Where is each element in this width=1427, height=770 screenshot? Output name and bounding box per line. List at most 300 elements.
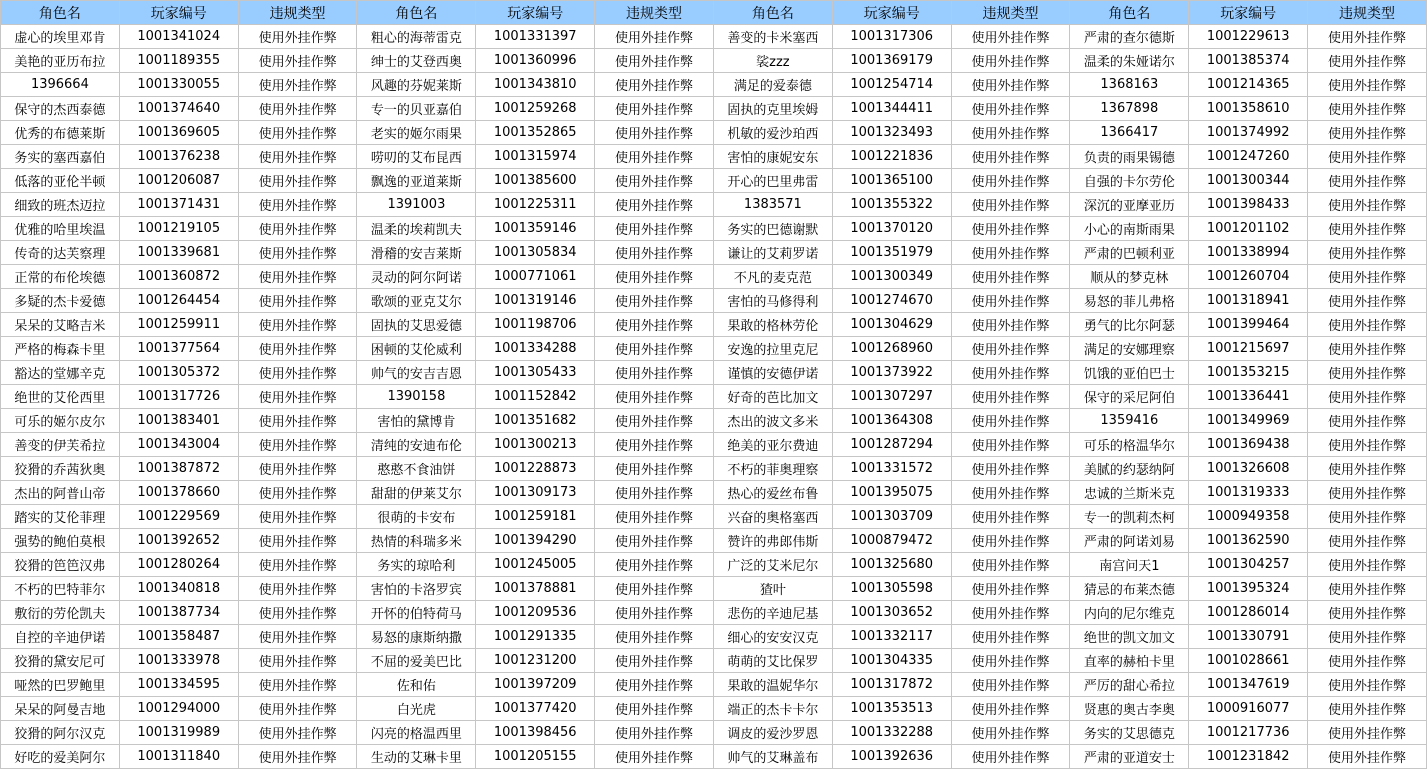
violation-type-cell[interactable]: 使用外挂作弊 (238, 697, 357, 721)
role-name-cell[interactable]: 善变的伊芙希拉 (1, 433, 120, 457)
player-id-cell[interactable]: 1001231842 (1189, 745, 1308, 769)
column-header[interactable]: 玩家编号 (119, 1, 238, 25)
violation-type-cell[interactable]: 使用外挂作弊 (951, 625, 1070, 649)
role-name-cell[interactable]: 机敏的爱沙珀西 (713, 121, 832, 145)
violation-type-cell[interactable]: 使用外挂作弊 (951, 265, 1070, 289)
violation-type-cell[interactable]: 使用外挂作弊 (595, 409, 714, 433)
violation-type-cell[interactable]: 使用外挂作弊 (595, 745, 714, 769)
role-name-cell[interactable]: 生动的艾琳卡里 (357, 745, 476, 769)
player-id-cell[interactable]: 1001325680 (832, 553, 951, 577)
player-id-cell[interactable]: 1001303652 (832, 601, 951, 625)
player-id-cell[interactable]: 1001307297 (832, 385, 951, 409)
role-name-cell[interactable]: 狡猾的乔茜狄奥 (1, 457, 120, 481)
violation-type-cell[interactable]: 使用外挂作弊 (951, 121, 1070, 145)
violation-type-cell[interactable]: 使用外挂作弊 (238, 577, 357, 601)
player-id-cell[interactable]: 1001305834 (476, 241, 595, 265)
player-id-cell[interactable]: 1001229613 (1189, 25, 1308, 49)
violation-type-cell[interactable]: 使用外挂作弊 (238, 73, 357, 97)
violation-type-cell[interactable]: 使用外挂作弊 (595, 553, 714, 577)
role-name-cell[interactable]: 开心的巴里弗雷 (713, 169, 832, 193)
player-id-cell[interactable]: 1001260704 (1189, 265, 1308, 289)
player-id-cell[interactable]: 1001374640 (119, 97, 238, 121)
role-name-cell[interactable]: 善变的卡米塞西 (713, 25, 832, 49)
role-name-cell[interactable]: 豁达的堂娜辛克 (1, 361, 120, 385)
role-name-cell[interactable]: 小心的南斯雨果 (1070, 217, 1189, 241)
player-id-cell[interactable]: 1001221836 (832, 145, 951, 169)
role-name-cell[interactable]: 可乐的格温华尔 (1070, 433, 1189, 457)
player-id-cell[interactable]: 1001399464 (1189, 313, 1308, 337)
violation-type-cell[interactable]: 使用外挂作弊 (595, 265, 714, 289)
player-id-cell[interactable]: 1001247260 (1189, 145, 1308, 169)
role-name-cell[interactable]: 唠叨的艾布昆西 (357, 145, 476, 169)
violation-type-cell[interactable]: 使用外挂作弊 (238, 49, 357, 73)
role-name-cell[interactable]: 调皮的爱沙罗恩 (713, 721, 832, 745)
player-id-cell[interactable]: 1001206087 (119, 169, 238, 193)
player-id-cell[interactable]: 1001385374 (1189, 49, 1308, 73)
player-id-cell[interactable]: 1001369438 (1189, 433, 1308, 457)
violation-type-cell[interactable]: 使用外挂作弊 (595, 97, 714, 121)
player-id-cell[interactable]: 1001344411 (832, 97, 951, 121)
violation-type-cell[interactable]: 使用外挂作弊 (238, 97, 357, 121)
player-id-cell[interactable]: 1001259181 (476, 505, 595, 529)
violation-type-cell[interactable]: 使用外挂作弊 (595, 457, 714, 481)
player-id-cell[interactable]: 1000771061 (476, 265, 595, 289)
player-id-cell[interactable]: 1000949358 (1189, 505, 1308, 529)
player-id-cell[interactable]: 1001305433 (476, 361, 595, 385)
role-name-cell[interactable]: 好奇的芭比加文 (713, 385, 832, 409)
player-id-cell[interactable]: 1001377420 (476, 697, 595, 721)
role-name-cell[interactable]: 狡猾的阿尔汉克 (1, 721, 120, 745)
violation-type-cell[interactable]: 使用外挂作弊 (238, 361, 357, 385)
violation-type-cell[interactable]: 使用外挂作弊 (238, 313, 357, 337)
violation-type-cell[interactable]: 使用外挂作弊 (1308, 481, 1427, 505)
violation-type-cell[interactable]: 使用外挂作弊 (951, 673, 1070, 697)
player-id-cell[interactable]: 1001369605 (119, 121, 238, 145)
player-id-cell[interactable]: 1001317872 (832, 673, 951, 697)
violation-type-cell[interactable]: 使用外挂作弊 (951, 385, 1070, 409)
role-name-cell[interactable]: 好吃的爱美阿尔 (1, 745, 120, 769)
column-header[interactable]: 违规类型 (238, 1, 357, 25)
role-name-cell[interactable]: 滑稽的安吉莱斯 (357, 241, 476, 265)
role-name-cell[interactable]: 温柔的埃莉凯夫 (357, 217, 476, 241)
role-name-cell[interactable]: 易怒的菲儿弗格 (1070, 289, 1189, 313)
role-name-cell[interactable]: 贤惠的奥古李奥 (1070, 697, 1189, 721)
violation-type-cell[interactable]: 使用外挂作弊 (951, 409, 1070, 433)
violation-type-cell[interactable]: 使用外挂作弊 (1308, 49, 1427, 73)
role-name-cell[interactable]: 1396664 (1, 73, 120, 97)
player-id-cell[interactable]: 1001347619 (1189, 673, 1308, 697)
violation-type-cell[interactable]: 使用外挂作弊 (951, 505, 1070, 529)
violation-type-cell[interactable]: 使用外挂作弊 (1308, 97, 1427, 121)
player-id-cell[interactable]: 1001397209 (476, 673, 595, 697)
player-id-cell[interactable]: 1001358610 (1189, 97, 1308, 121)
role-name-cell[interactable]: 自强的卡尔劳伦 (1070, 169, 1189, 193)
role-name-cell[interactable]: 保守的杰西泰德 (1, 97, 120, 121)
violation-type-cell[interactable]: 使用外挂作弊 (951, 457, 1070, 481)
role-name-cell[interactable]: 哑然的巴罗鲍里 (1, 673, 120, 697)
violation-type-cell[interactable]: 使用外挂作弊 (1308, 673, 1427, 697)
column-header[interactable]: 玩家编号 (1189, 1, 1308, 25)
player-id-cell[interactable]: 1001331397 (476, 25, 595, 49)
role-name-cell[interactable]: 憨憨不食油饼 (357, 457, 476, 481)
role-name-cell[interactable]: 严肃的巴顿利亚 (1070, 241, 1189, 265)
role-name-cell[interactable]: 易怒的康斯纳撒 (357, 625, 476, 649)
role-name-cell[interactable]: 佐和佑 (357, 673, 476, 697)
violation-type-cell[interactable]: 使用外挂作弊 (1308, 73, 1427, 97)
player-id-cell[interactable]: 1001300344 (1189, 169, 1308, 193)
role-name-cell[interactable]: 正常的布伦埃德 (1, 265, 120, 289)
role-name-cell[interactable]: 可乐的姬尔皮尔 (1, 409, 120, 433)
role-name-cell[interactable]: 优秀的布德莱斯 (1, 121, 120, 145)
player-id-cell[interactable]: 1001219105 (119, 217, 238, 241)
violation-type-cell[interactable]: 使用外挂作弊 (238, 241, 357, 265)
player-id-cell[interactable]: 1001383401 (119, 409, 238, 433)
role-name-cell[interactable]: 热心的爱丝布鲁 (713, 481, 832, 505)
violation-type-cell[interactable]: 使用外挂作弊 (1308, 289, 1427, 313)
violation-type-cell[interactable]: 使用外挂作弊 (238, 337, 357, 361)
role-name-cell[interactable]: 不朽的菲奥理察 (713, 457, 832, 481)
role-name-cell[interactable]: 开怀的伯特荷马 (357, 601, 476, 625)
violation-type-cell[interactable]: 使用外挂作弊 (595, 145, 714, 169)
violation-type-cell[interactable]: 使用外挂作弊 (951, 73, 1070, 97)
player-id-cell[interactable]: 1001287294 (832, 433, 951, 457)
player-id-cell[interactable]: 1001323493 (832, 121, 951, 145)
player-id-cell[interactable]: 1001245005 (476, 553, 595, 577)
role-name-cell[interactable]: 谨慎的安德伊诺 (713, 361, 832, 385)
player-id-cell[interactable]: 1001392636 (832, 745, 951, 769)
player-id-cell[interactable]: 1001309173 (476, 481, 595, 505)
role-name-cell[interactable]: 害怕的卡洛罗宾 (357, 577, 476, 601)
player-id-cell[interactable]: 1001028661 (1189, 649, 1308, 673)
violation-type-cell[interactable]: 使用外挂作弊 (238, 193, 357, 217)
player-id-cell[interactable]: 1001332288 (832, 721, 951, 745)
player-id-cell[interactable]: 1001370120 (832, 217, 951, 241)
role-name-cell[interactable]: 兴奋的奥格塞西 (713, 505, 832, 529)
player-id-cell[interactable]: 1001339681 (119, 241, 238, 265)
role-name-cell[interactable]: 害怕的黛博肯 (357, 409, 476, 433)
player-id-cell[interactable]: 1001340818 (119, 577, 238, 601)
player-id-cell[interactable]: 1001152842 (476, 385, 595, 409)
violation-type-cell[interactable]: 使用外挂作弊 (951, 529, 1070, 553)
violation-type-cell[interactable]: 使用外挂作弊 (238, 145, 357, 169)
role-name-cell[interactable]: 老实的姬尔雨果 (357, 121, 476, 145)
player-id-cell[interactable]: 1001330055 (119, 73, 238, 97)
violation-type-cell[interactable]: 使用外挂作弊 (1308, 25, 1427, 49)
column-header[interactable]: 玩家编号 (476, 1, 595, 25)
violation-type-cell[interactable]: 使用外挂作弊 (595, 337, 714, 361)
role-name-cell[interactable]: 裟zzz (713, 49, 832, 73)
player-id-cell[interactable]: 1001300349 (832, 265, 951, 289)
player-id-cell[interactable]: 1001319146 (476, 289, 595, 313)
player-id-cell[interactable]: 1001259911 (119, 313, 238, 337)
role-name-cell[interactable]: 细致的班杰迈拉 (1, 193, 120, 217)
violation-type-cell[interactable]: 使用外挂作弊 (951, 601, 1070, 625)
player-id-cell[interactable]: 1001365100 (832, 169, 951, 193)
player-id-cell[interactable]: 1001330791 (1189, 625, 1308, 649)
player-id-cell[interactable]: 1001274670 (832, 289, 951, 313)
role-name-cell[interactable]: 优雅的哈里埃温 (1, 217, 120, 241)
role-name-cell[interactable]: 勇气的比尔阿瑟 (1070, 313, 1189, 337)
player-id-cell[interactable]: 1001304335 (832, 649, 951, 673)
violation-type-cell[interactable]: 使用外挂作弊 (238, 673, 357, 697)
player-id-cell[interactable]: 1001317306 (832, 25, 951, 49)
violation-type-cell[interactable]: 使用外挂作弊 (595, 121, 714, 145)
violation-type-cell[interactable]: 使用外挂作弊 (1308, 577, 1427, 601)
player-id-cell[interactable]: 1001351979 (832, 241, 951, 265)
violation-type-cell[interactable]: 使用外挂作弊 (1308, 217, 1427, 241)
role-name-cell[interactable]: 害怕的康妮安东 (713, 145, 832, 169)
violation-type-cell[interactable]: 使用外挂作弊 (1308, 457, 1427, 481)
player-id-cell[interactable]: 1001398456 (476, 721, 595, 745)
violation-type-cell[interactable]: 使用外挂作弊 (951, 49, 1070, 73)
role-name-cell[interactable]: 强势的鲍伯莫根 (1, 529, 120, 553)
violation-type-cell[interactable]: 使用外挂作弊 (595, 73, 714, 97)
role-name-cell[interactable]: 白光虎 (357, 697, 476, 721)
violation-type-cell[interactable]: 使用外挂作弊 (238, 553, 357, 577)
violation-type-cell[interactable]: 使用外挂作弊 (238, 601, 357, 625)
player-id-cell[interactable]: 1001304257 (1189, 553, 1308, 577)
violation-type-cell[interactable]: 使用外挂作弊 (238, 289, 357, 313)
role-name-cell[interactable]: 帅气的安吉吉恩 (357, 361, 476, 385)
violation-type-cell[interactable]: 使用外挂作弊 (238, 121, 357, 145)
role-name-cell[interactable]: 敷衍的劳伦凯夫 (1, 601, 120, 625)
role-name-cell[interactable]: 严肃的亚道安士 (1070, 745, 1189, 769)
role-name-cell[interactable]: 直率的赫柏卡里 (1070, 649, 1189, 673)
player-id-cell[interactable]: 1001387872 (119, 457, 238, 481)
role-name-cell[interactable]: 严厉的甜心希拉 (1070, 673, 1189, 697)
violation-type-cell[interactable]: 使用外挂作弊 (238, 649, 357, 673)
player-id-cell[interactable]: 1001373922 (832, 361, 951, 385)
violation-type-cell[interactable]: 使用外挂作弊 (238, 265, 357, 289)
violation-type-cell[interactable]: 使用外挂作弊 (238, 385, 357, 409)
role-name-cell[interactable]: 多疑的杰卡爱德 (1, 289, 120, 313)
violation-type-cell[interactable]: 使用外挂作弊 (595, 169, 714, 193)
role-name-cell[interactable]: 美艳的亚历布拉 (1, 49, 120, 73)
role-name-cell[interactable]: 务实的艾思德克 (1070, 721, 1189, 745)
violation-type-cell[interactable]: 使用外挂作弊 (1308, 553, 1427, 577)
violation-type-cell[interactable]: 使用外挂作弊 (595, 313, 714, 337)
violation-type-cell[interactable]: 使用外挂作弊 (595, 289, 714, 313)
violation-type-cell[interactable]: 使用外挂作弊 (1308, 265, 1427, 289)
player-id-cell[interactable]: 1001385600 (476, 169, 595, 193)
violation-type-cell[interactable]: 使用外挂作弊 (595, 193, 714, 217)
violation-type-cell[interactable]: 使用外挂作弊 (595, 361, 714, 385)
role-name-cell[interactable]: 美腻的约瑟纳阿 (1070, 457, 1189, 481)
violation-type-cell[interactable]: 使用外挂作弊 (595, 217, 714, 241)
role-name-cell[interactable]: 温柔的朱娅诺尔 (1070, 49, 1189, 73)
player-id-cell[interactable]: 1001334595 (119, 673, 238, 697)
player-id-cell[interactable]: 1001291335 (476, 625, 595, 649)
violation-type-cell[interactable]: 使用外挂作弊 (595, 625, 714, 649)
role-name-cell[interactable]: 虚心的埃里邓肯 (1, 25, 120, 49)
violation-type-cell[interactable]: 使用外挂作弊 (951, 697, 1070, 721)
player-id-cell[interactable]: 1001280264 (119, 553, 238, 577)
role-name-cell[interactable]: 1366417 (1070, 121, 1189, 145)
role-name-cell[interactable]: 安逸的拉里克尼 (713, 337, 832, 361)
player-id-cell[interactable]: 1001353513 (832, 697, 951, 721)
violation-type-cell[interactable]: 使用外挂作弊 (1308, 337, 1427, 361)
role-name-cell[interactable]: 不屈的爱美巴比 (357, 649, 476, 673)
player-id-cell[interactable]: 1001338994 (1189, 241, 1308, 265)
role-name-cell[interactable]: 保守的采尼阿伯 (1070, 385, 1189, 409)
violation-type-cell[interactable]: 使用外挂作弊 (595, 505, 714, 529)
role-name-cell[interactable]: 狡猾的笆笆汉弗 (1, 553, 120, 577)
player-id-cell[interactable]: 1000916077 (1189, 697, 1308, 721)
role-name-cell[interactable]: 呆呆的艾略吉米 (1, 313, 120, 337)
player-id-cell[interactable]: 1001189355 (119, 49, 238, 73)
role-name-cell[interactable]: 粗心的海蒂雷克 (357, 25, 476, 49)
player-id-cell[interactable]: 1001319333 (1189, 481, 1308, 505)
violation-type-cell[interactable]: 使用外挂作弊 (595, 697, 714, 721)
role-name-cell[interactable]: 固执的克里埃姆 (713, 97, 832, 121)
violation-type-cell[interactable]: 使用外挂作弊 (238, 721, 357, 745)
role-name-cell[interactable]: 踏实的艾伦菲理 (1, 505, 120, 529)
role-name-cell[interactable]: 杰出的阿普山帝 (1, 481, 120, 505)
violation-type-cell[interactable]: 使用外挂作弊 (951, 169, 1070, 193)
player-id-cell[interactable]: 1001304629 (832, 313, 951, 337)
role-name-cell[interactable]: 细心的安安汉克 (713, 625, 832, 649)
violation-type-cell[interactable]: 使用外挂作弊 (595, 721, 714, 745)
player-id-cell[interactable]: 1001215697 (1189, 337, 1308, 361)
player-id-cell[interactable]: 1001387734 (119, 601, 238, 625)
column-header[interactable]: 违规类型 (951, 1, 1070, 25)
player-id-cell[interactable]: 1001305598 (832, 577, 951, 601)
player-id-cell[interactable]: 1001343810 (476, 73, 595, 97)
column-header[interactable]: 角色名 (1070, 1, 1189, 25)
violation-type-cell[interactable]: 使用外挂作弊 (595, 25, 714, 49)
role-name-cell[interactable]: 1367898 (1070, 97, 1189, 121)
role-name-cell[interactable]: 甜甜的伊莱艾尔 (357, 481, 476, 505)
player-id-cell[interactable]: 1001331572 (832, 457, 951, 481)
role-name-cell[interactable]: 1359416 (1070, 409, 1189, 433)
role-name-cell[interactable]: 顺从的梦克林 (1070, 265, 1189, 289)
player-id-cell[interactable]: 1001358487 (119, 625, 238, 649)
role-name-cell[interactable]: 南宫问天1 (1070, 553, 1189, 577)
violation-type-cell[interactable]: 使用外挂作弊 (951, 721, 1070, 745)
role-name-cell[interactable]: 不凡的麦克范 (713, 265, 832, 289)
role-name-cell[interactable]: 自控的辛迪伊诺 (1, 625, 120, 649)
violation-type-cell[interactable]: 使用外挂作弊 (238, 481, 357, 505)
column-header[interactable]: 角色名 (357, 1, 476, 25)
role-name-cell[interactable]: 困顿的艾伦威利 (357, 337, 476, 361)
role-name-cell[interactable]: 1390158 (357, 385, 476, 409)
violation-type-cell[interactable]: 使用外挂作弊 (238, 169, 357, 193)
player-id-cell[interactable]: 1001326608 (1189, 457, 1308, 481)
player-id-cell[interactable]: 1001319989 (119, 721, 238, 745)
player-id-cell[interactable]: 1001333978 (119, 649, 238, 673)
player-id-cell[interactable]: 1001353215 (1189, 361, 1308, 385)
violation-type-cell[interactable]: 使用外挂作弊 (951, 745, 1070, 769)
violation-type-cell[interactable]: 使用外挂作弊 (238, 409, 357, 433)
player-id-cell[interactable]: 1001317726 (119, 385, 238, 409)
violation-type-cell[interactable]: 使用外挂作弊 (951, 97, 1070, 121)
violation-type-cell[interactable]: 使用外挂作弊 (1308, 721, 1427, 745)
violation-type-cell[interactable]: 使用外挂作弊 (951, 145, 1070, 169)
role-name-cell[interactable]: 1391003 (357, 193, 476, 217)
role-name-cell[interactable]: 满足的安娜理察 (1070, 337, 1189, 361)
player-id-cell[interactable]: 1001205155 (476, 745, 595, 769)
role-name-cell[interactable]: 务实的琼哈利 (357, 553, 476, 577)
role-name-cell[interactable]: 不朽的巴特菲尔 (1, 577, 120, 601)
violation-type-cell[interactable]: 使用外挂作弊 (1308, 409, 1427, 433)
violation-type-cell[interactable]: 使用外挂作弊 (595, 529, 714, 553)
player-id-cell[interactable]: 1001318941 (1189, 289, 1308, 313)
role-name-cell[interactable]: 传奇的达芙察理 (1, 241, 120, 265)
violation-type-cell[interactable]: 使用外挂作弊 (951, 337, 1070, 361)
player-id-cell[interactable]: 1001395075 (832, 481, 951, 505)
role-name-cell[interactable]: 负责的雨果锡德 (1070, 145, 1189, 169)
violation-type-cell[interactable]: 使用外挂作弊 (951, 361, 1070, 385)
violation-type-cell[interactable]: 使用外挂作弊 (595, 481, 714, 505)
role-name-cell[interactable]: 务实的巴德谢默 (713, 217, 832, 241)
violation-type-cell[interactable]: 使用外挂作弊 (951, 25, 1070, 49)
player-id-cell[interactable]: 1001343004 (119, 433, 238, 457)
player-id-cell[interactable]: 1001214365 (1189, 73, 1308, 97)
role-name-cell[interactable]: 猹叶 (713, 577, 832, 601)
column-header[interactable]: 违规类型 (1308, 1, 1427, 25)
violation-type-cell[interactable]: 使用外挂作弊 (951, 289, 1070, 313)
violation-type-cell[interactable]: 使用外挂作弊 (595, 241, 714, 265)
role-name-cell[interactable]: 深沉的亚摩亚历 (1070, 193, 1189, 217)
player-id-cell[interactable]: 1001378881 (476, 577, 595, 601)
player-id-cell[interactable]: 1001198706 (476, 313, 595, 337)
violation-type-cell[interactable]: 使用外挂作弊 (1308, 649, 1427, 673)
violation-type-cell[interactable]: 使用外挂作弊 (1308, 313, 1427, 337)
role-name-cell[interactable]: 内向的尼尔维克 (1070, 601, 1189, 625)
player-id-cell[interactable]: 1001378660 (119, 481, 238, 505)
violation-type-cell[interactable]: 使用外挂作弊 (595, 649, 714, 673)
player-id-cell[interactable]: 1001398433 (1189, 193, 1308, 217)
player-id-cell[interactable]: 1001315974 (476, 145, 595, 169)
violation-type-cell[interactable]: 使用外挂作弊 (1308, 193, 1427, 217)
violation-type-cell[interactable]: 使用外挂作弊 (595, 385, 714, 409)
role-name-cell[interactable]: 狡猾的黛安尼可 (1, 649, 120, 673)
player-id-cell[interactable]: 1001377564 (119, 337, 238, 361)
violation-type-cell[interactable]: 使用外挂作弊 (1308, 529, 1427, 553)
violation-type-cell[interactable]: 使用外挂作弊 (1308, 121, 1427, 145)
role-name-cell[interactable]: 萌萌的艾比保罗 (713, 649, 832, 673)
player-id-cell[interactable]: 1001392652 (119, 529, 238, 553)
player-id-cell[interactable]: 1001394290 (476, 529, 595, 553)
player-id-cell[interactable]: 1001359146 (476, 217, 595, 241)
violation-type-cell[interactable]: 使用外挂作弊 (238, 457, 357, 481)
violation-type-cell[interactable]: 使用外挂作弊 (951, 481, 1070, 505)
role-name-cell[interactable]: 满足的爱泰德 (713, 73, 832, 97)
player-id-cell[interactable]: 1001369179 (832, 49, 951, 73)
violation-type-cell[interactable]: 使用外挂作弊 (1308, 241, 1427, 265)
column-header[interactable]: 角色名 (713, 1, 832, 25)
player-id-cell[interactable]: 1001225311 (476, 193, 595, 217)
violation-type-cell[interactable]: 使用外挂作弊 (951, 649, 1070, 673)
violation-type-cell[interactable]: 使用外挂作弊 (238, 217, 357, 241)
role-name-cell[interactable]: 绝美的亚尔费迪 (713, 433, 832, 457)
violation-type-cell[interactable]: 使用外挂作弊 (1308, 433, 1427, 457)
player-id-cell[interactable]: 1001268960 (832, 337, 951, 361)
violation-type-cell[interactable]: 使用外挂作弊 (1308, 505, 1427, 529)
player-id-cell[interactable]: 1001228873 (476, 457, 595, 481)
player-id-cell[interactable]: 1001305372 (119, 361, 238, 385)
role-name-cell[interactable]: 专一的凯莉杰柯 (1070, 505, 1189, 529)
player-id-cell[interactable]: 1001254714 (832, 73, 951, 97)
violation-type-cell[interactable]: 使用外挂作弊 (1308, 385, 1427, 409)
player-id-cell[interactable]: 1001376238 (119, 145, 238, 169)
role-name-cell[interactable]: 果敢的温妮华尔 (713, 673, 832, 697)
player-id-cell[interactable]: 1001286014 (1189, 601, 1308, 625)
column-header[interactable]: 违规类型 (595, 1, 714, 25)
violation-type-cell[interactable]: 使用外挂作弊 (238, 745, 357, 769)
violation-type-cell[interactable]: 使用外挂作弊 (951, 433, 1070, 457)
column-header[interactable]: 角色名 (1, 1, 120, 25)
